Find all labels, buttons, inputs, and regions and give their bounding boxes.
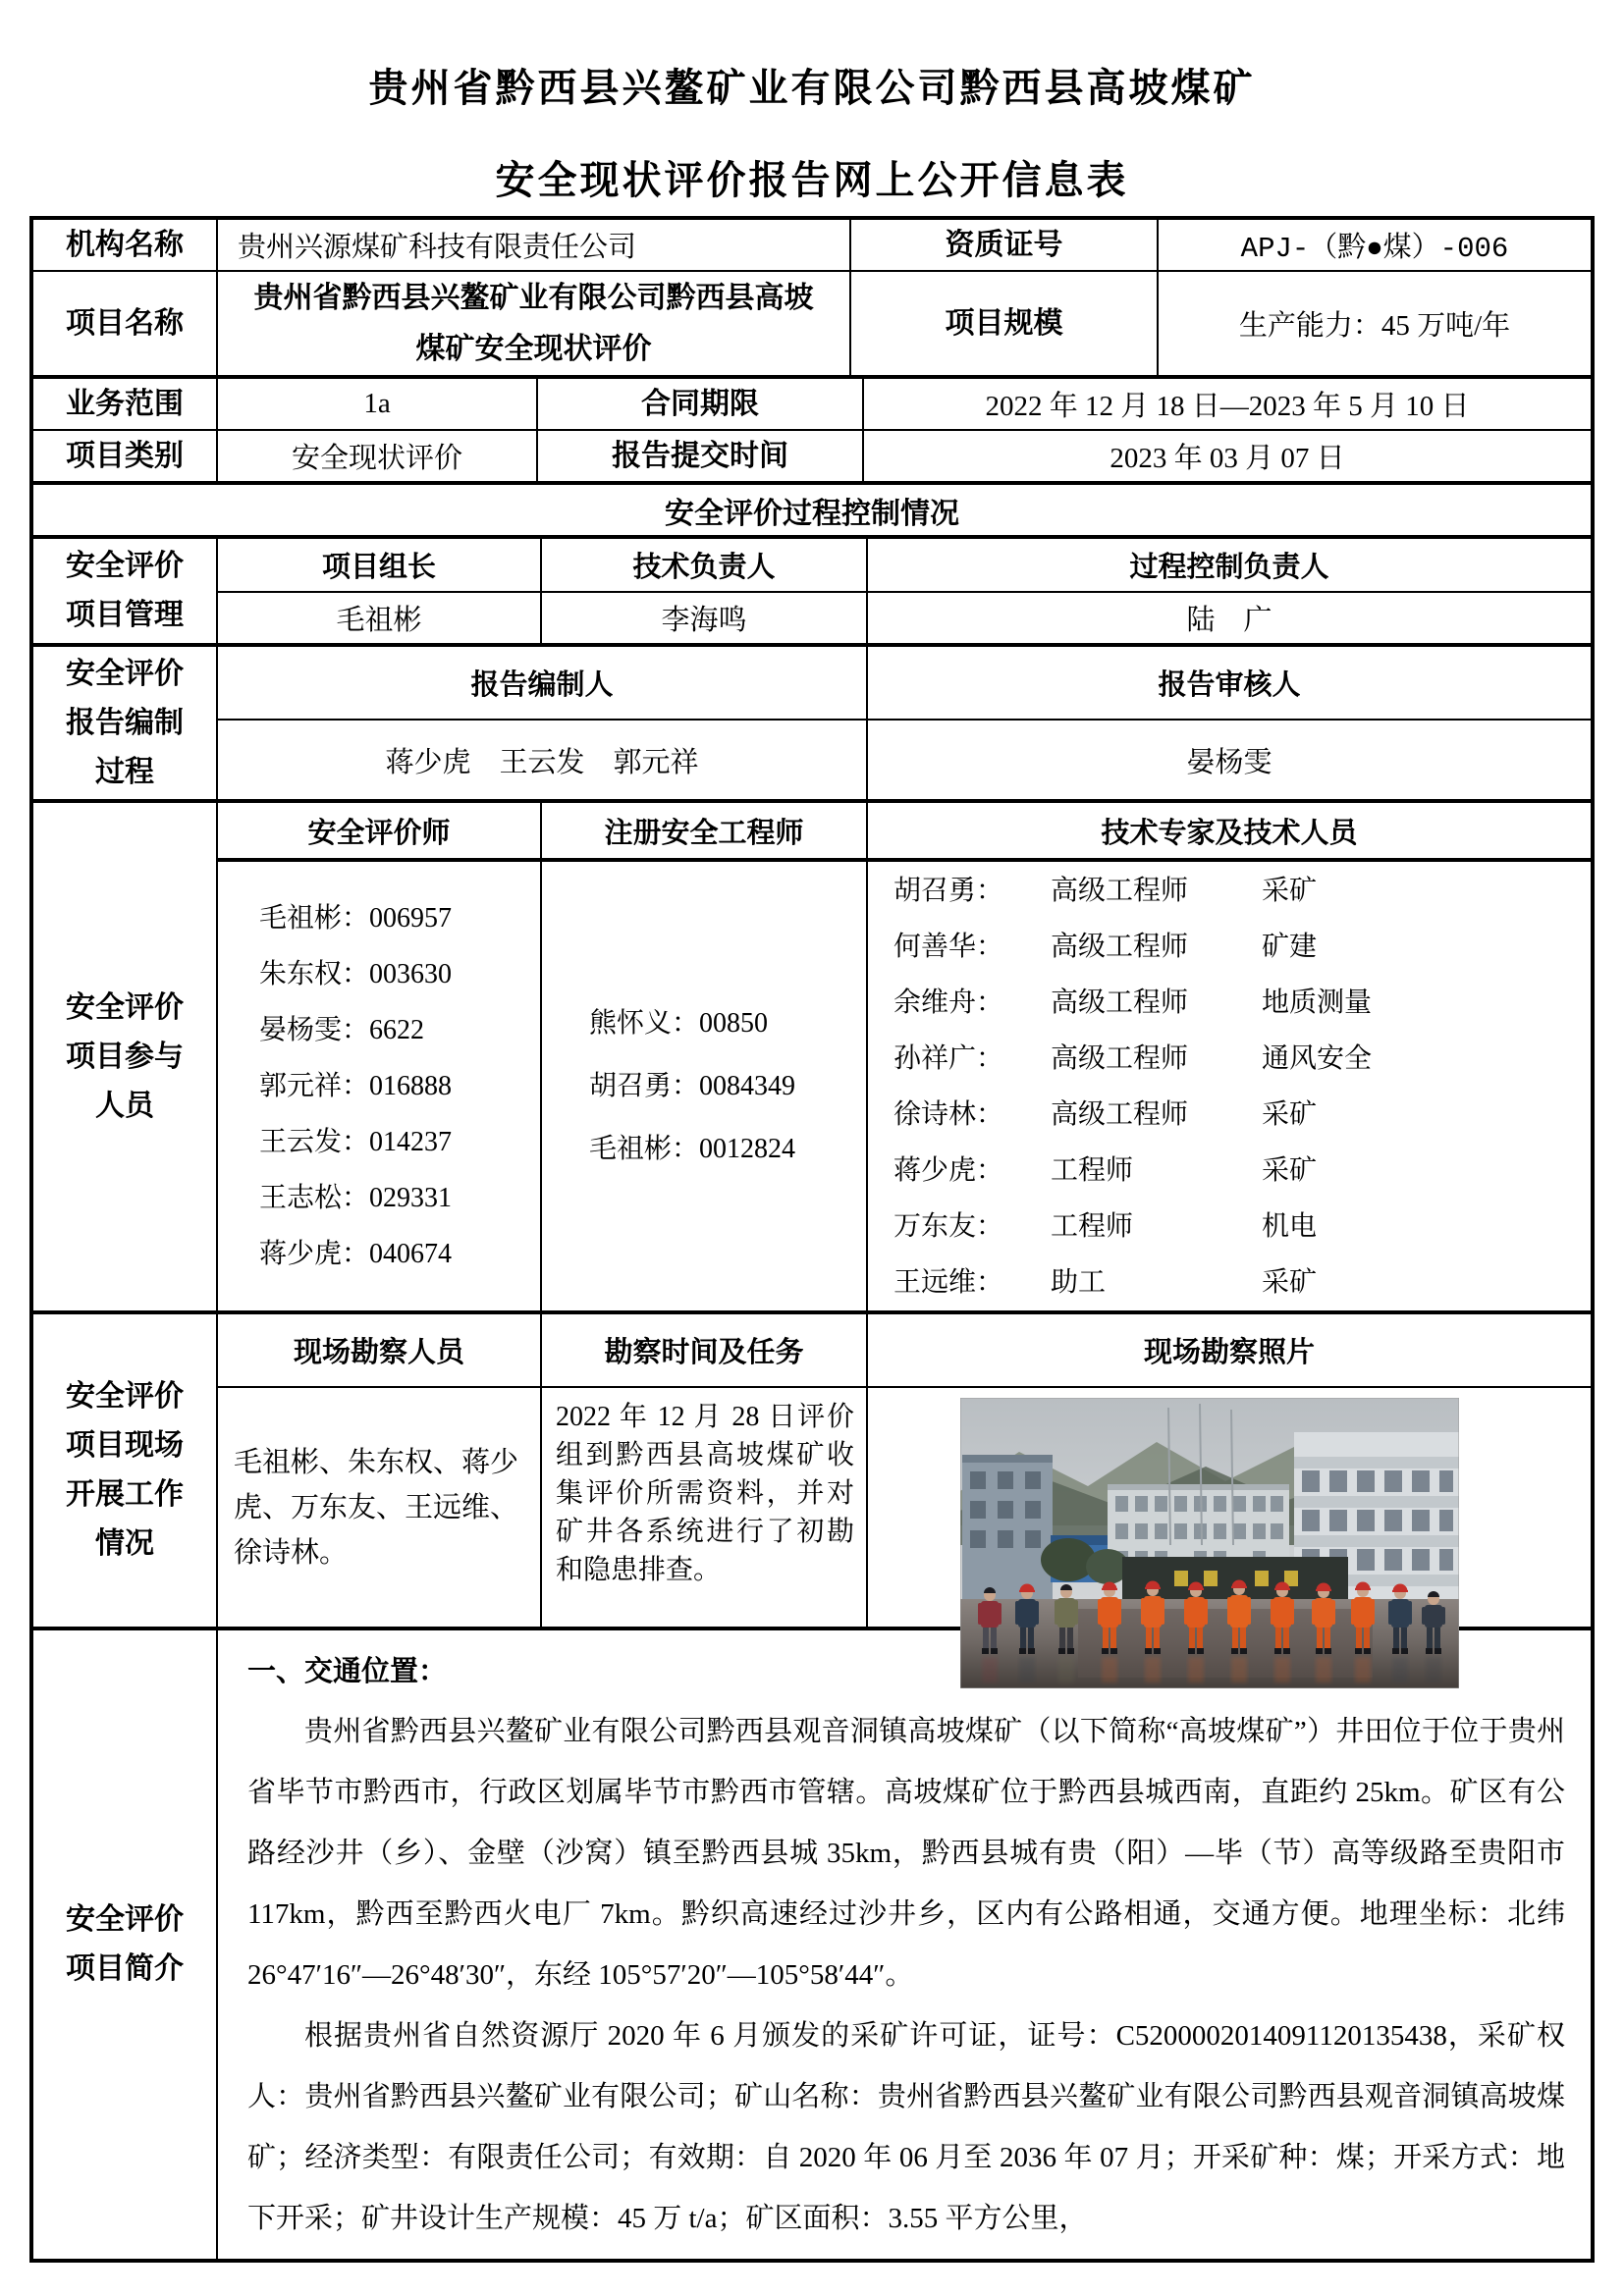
- report-writers-value: 蒋少虎 王云发 郭元祥: [216, 721, 866, 799]
- assessor-item: 毛祖彬：006957: [259, 903, 453, 934]
- assessor-item: 王志松：029331: [259, 1183, 453, 1213]
- expert-item: 胡召勇： 高级工程师 采矿: [893, 875, 1318, 906]
- cert-no-value: APJ-（黔●煤）-006: [1157, 220, 1591, 270]
- business-scope-label: 业务范围: [66, 386, 184, 421]
- team-leader-value: 毛祖彬: [216, 593, 540, 643]
- engineers-label: 注册安全工程师: [540, 803, 866, 858]
- survey-photo-label: 现场勘察照片: [866, 1314, 1591, 1386]
- team-leader-label: 项目组长: [216, 539, 540, 591]
- expert-item: 余维舟： 高级工程师 地质测量: [893, 987, 1373, 1018]
- process-lead-value: 陆 广: [866, 593, 1591, 643]
- org-name-label: 机构名称: [66, 227, 184, 262]
- info-table: [29, 216, 1595, 2263]
- project-category-value: 安全现状评价: [216, 431, 536, 481]
- cert-no-label: 资质证号: [849, 220, 1157, 270]
- section-summary: [33, 1627, 1591, 2259]
- project-scale-label: 项目规模: [849, 272, 1157, 375]
- document-title-line2: 安全现状评价报告网上公开信息表: [495, 158, 1129, 203]
- contract-period-label: 合同期限: [536, 379, 862, 429]
- expert-item: 万东友： 工程师 机电: [893, 1210, 1318, 1242]
- row-scope: [33, 375, 1591, 429]
- survey-task-label: 勘察时间及任务: [540, 1314, 866, 1386]
- summary-heading: 一、交通位置：: [247, 1654, 448, 1687]
- assessor-item: 朱东权：003630: [259, 959, 453, 989]
- report-submit-value: 2023 年 03 月 07 日: [862, 431, 1591, 481]
- project-name-label: 项目名称: [66, 305, 184, 341]
- document-title-line1: 贵州省黔西县兴鳌矿业有限公司黔西县高坡煤矿: [368, 66, 1256, 111]
- participants-section-label: 安全评价项目参与人员: [66, 989, 184, 1123]
- experts-list: [866, 862, 1591, 1310]
- survey-task-value: 2022 年 12 月 28 日评价组到黔西县高坡煤矿收集评价所需资料，并对矿井各系统进行了初勘和隐患排查。: [540, 1388, 866, 1627]
- project-name-value: 贵州省黔西县兴鳌矿业有限公司黔西县高坡煤矿安全现状评价: [216, 272, 849, 375]
- expert-item: 蒋少虎： 工程师 采矿: [893, 1154, 1318, 1186]
- engineer-item: 熊怀义：00850: [589, 1007, 769, 1039]
- assessor-item: 王云发：014237: [259, 1127, 453, 1157]
- expert-item: 孙祥广： 高级工程师 通风安全: [893, 1042, 1373, 1074]
- report-submit-label: 报告提交时间: [536, 431, 862, 481]
- row-process-banner: [33, 481, 1591, 535]
- engineer-item: 胡召勇：0084349: [589, 1070, 796, 1101]
- business-scope-value: 1a: [216, 379, 536, 429]
- engineer-item: 毛祖彬：0012824: [589, 1133, 796, 1164]
- report-reviewer-value: 晏杨雯: [866, 721, 1591, 799]
- survey-section-label: 安全评价项目现场开展工作情况: [66, 1379, 184, 1561]
- tech-lead-value: 李海鸣: [540, 593, 866, 643]
- expert-item: 何善华： 高级工程师 矿建: [893, 931, 1318, 962]
- tech-lead-label: 技术负责人: [540, 539, 866, 591]
- assessors-list: [216, 862, 540, 1310]
- contract-period-value: 2022 年 12 月 18 日—2023 年 5 月 10 日: [862, 379, 1591, 429]
- row-project: [33, 270, 1591, 375]
- row-category: [33, 429, 1591, 481]
- assessor-item: 郭元祥：016888: [259, 1071, 453, 1101]
- report-section-label: 安全评价报告编制过程: [66, 656, 184, 789]
- project-scale-value: 生产能力：45 万吨/年: [1157, 272, 1591, 375]
- assessor-item: 晏杨雯：6622: [259, 1015, 425, 1045]
- report-reviewer-label: 报告审核人: [866, 647, 1591, 719]
- site-survey-photo: [960, 1398, 1459, 1688]
- row-organization: [33, 220, 1591, 270]
- site-survey-photo-image: [960, 1398, 1459, 1688]
- report-writers-label: 报告编制人: [216, 647, 866, 719]
- assessors-label: 安全评价师: [216, 803, 540, 858]
- project-category-label: 项目类别: [66, 438, 184, 473]
- org-name-value: 贵州兴源煤矿科技有限责任公司: [216, 220, 849, 270]
- process-control-banner: 安全评价过程控制情况: [665, 496, 959, 531]
- experts-label: 技术专家及技术人员: [866, 803, 1591, 858]
- section-management: [33, 535, 1591, 643]
- summary-content: [216, 1630, 1591, 2259]
- management-section-label: 安全评价项目管理: [66, 549, 184, 632]
- section-report: [33, 643, 1591, 799]
- survey-personnel-value: 毛祖彬、朱东权、蒋少虎、万东友、王远维、徐诗林。: [216, 1388, 540, 1627]
- section-participants: [33, 799, 1591, 1310]
- survey-personnel-label: 现场勘察人员: [216, 1314, 540, 1386]
- expert-item: 徐诗林： 高级工程师 采矿: [893, 1098, 1318, 1130]
- assessor-item: 蒋少虎：040674: [259, 1239, 453, 1269]
- process-lead-label: 过程控制负责人: [866, 539, 1591, 591]
- summary-section-label: 安全评价项目简介: [66, 1902, 184, 1986]
- summary-paragraph: 贵州省黔西县兴鳌矿业有限公司黔西县观音洞镇高坡煤矿（以下简称“高坡煤矿”）井田位于位于贵州省毕节市黔西市，行政区划属毕节市黔西市管辖。高坡煤矿位于黔西县城西南，直距约 25km。矿区有公路经沙井（乡）、金壁（沙窝）镇至黔西县城 35km，黔西县城有贵（阳）—毕（节）高等级路至贵阳市 117km，黔西至黔西火电厂 7km。黔织高速经过沙井乡，区内有公路相通，交通方便。地理坐标：北纬 26°47′16″—26°48′30″，东经 105°57′20″—105°58′44″。: [247, 1716, 1565, 1991]
- engineers-list: [540, 862, 866, 1310]
- summary-paragraph: 根据贵州省自然资源厅 2020 年 6 月颁发的采矿许可证，证号：C5200002014091120135438，采矿权人：贵州省黔西县兴鳌矿业有限公司；矿山名称：贵州省黔西县兴鳌矿业有限公司黔西县观音洞镇高坡煤矿；经济类型：有限责任公司；有效期：自 2020 年 06 月至 2036 年 07 月；开采矿种：煤；开采方式：地下开采；矿井设计生产规模：45 万 t/a；矿区面积：3.55 平方公里，: [247, 2020, 1565, 2234]
- expert-item: 王远维： 助工 采矿: [893, 1266, 1318, 1298]
